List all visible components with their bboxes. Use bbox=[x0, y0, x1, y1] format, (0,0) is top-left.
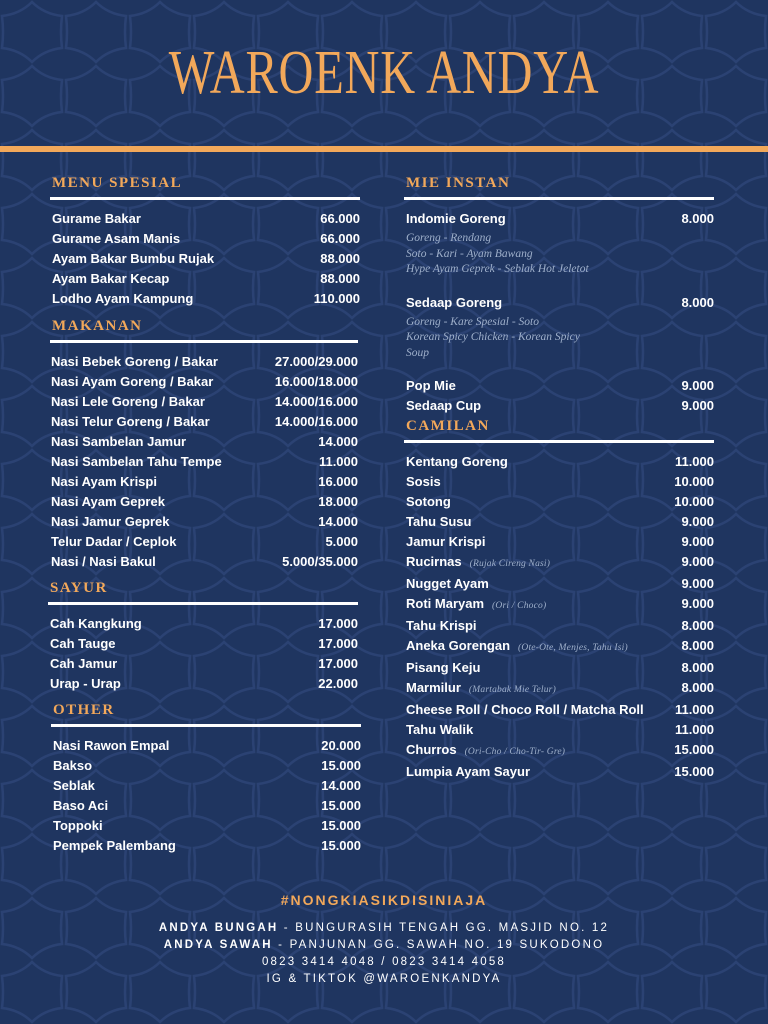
item-price: 27.000/29.000 bbox=[274, 354, 358, 369]
section-divider bbox=[50, 197, 360, 200]
menu-item bbox=[51, 352, 358, 372]
item-name: Nasi Rawon Empal bbox=[53, 738, 170, 753]
menu-item bbox=[51, 412, 358, 432]
address-block bbox=[0, 920, 768, 988]
item-price: 8.000 bbox=[681, 660, 714, 675]
item-price: 15.000 bbox=[674, 742, 714, 757]
menu-list bbox=[50, 209, 360, 309]
item-price: 110.000 bbox=[313, 291, 360, 306]
item-price: 9.000 bbox=[681, 514, 714, 529]
item-name: Ayam Bakar Kecap bbox=[52, 271, 170, 286]
item-price: 15.000 bbox=[321, 818, 361, 833]
item-name: Nasi Sambelan Jamur bbox=[51, 434, 187, 449]
item-note: (Ote-Ote, Menjes, Tahu Isi) bbox=[518, 643, 628, 653]
menu-item bbox=[406, 492, 714, 512]
item-label bbox=[51, 352, 218, 372]
variant-list bbox=[406, 315, 714, 362]
item-note: (Ori / Choco) bbox=[492, 601, 547, 611]
item-price: 88.000 bbox=[320, 271, 360, 286]
item-name: Cah Tauge bbox=[50, 636, 116, 651]
phone-numbers: 0823 3414 4048 / 0823 3414 4058 bbox=[261, 956, 507, 968]
branch-address: - PANJUNAN GG. SAWAH NO. 19 SUKODONO bbox=[272, 939, 605, 951]
menu-item bbox=[406, 512, 714, 532]
menu-item bbox=[50, 654, 358, 674]
item-label bbox=[50, 634, 116, 654]
item-name: Nugget Ayam bbox=[406, 576, 489, 591]
menu-item bbox=[406, 720, 714, 740]
item-name: Jamur Krispi bbox=[406, 534, 486, 549]
section-other bbox=[51, 699, 361, 856]
item-name: Rucirnas bbox=[406, 554, 462, 569]
item-price: 20.000 bbox=[321, 738, 361, 753]
item-name: Roti Maryam bbox=[406, 596, 485, 611]
item-price: 5.000 bbox=[325, 534, 358, 549]
menu-item bbox=[406, 452, 714, 472]
variant-line: Korean Spicy Chicken - Korean Spicy bbox=[406, 331, 580, 343]
item-price: 11.000 bbox=[674, 702, 714, 717]
section-divider bbox=[404, 440, 714, 443]
item-price: 11.000 bbox=[674, 722, 714, 737]
menu-item bbox=[51, 532, 358, 552]
item-label bbox=[52, 289, 193, 309]
item-label bbox=[406, 740, 565, 762]
item-price: 16.000 bbox=[318, 474, 358, 489]
section-divider bbox=[51, 724, 361, 727]
item-label bbox=[406, 594, 546, 616]
menu-item bbox=[51, 432, 358, 452]
item-label bbox=[406, 574, 489, 594]
menu-item bbox=[51, 472, 358, 492]
item-name: Nasi Ayam Goreng / Bakar bbox=[51, 374, 214, 389]
section-heading: SAYUR bbox=[50, 580, 108, 596]
item-price: 18.000 bbox=[318, 494, 358, 509]
menu-list bbox=[404, 209, 714, 416]
menu-item bbox=[406, 762, 714, 782]
item-label bbox=[50, 674, 121, 694]
item-label bbox=[53, 776, 95, 796]
branch-name: ANDYA SAWAH bbox=[163, 939, 273, 951]
item-price: 14.000 bbox=[321, 778, 361, 793]
item-price: 9.000 bbox=[681, 378, 714, 393]
item-price: 16.000/18.000 bbox=[274, 374, 358, 389]
item-label bbox=[406, 700, 644, 720]
item-label bbox=[406, 376, 456, 396]
social-handle: IG & TIKTOK @WAROENKANDYA bbox=[266, 973, 502, 985]
menu-item bbox=[406, 209, 714, 229]
item-price: 14.000/16.000 bbox=[274, 414, 358, 429]
item-name: Gurame Asam Manis bbox=[52, 231, 181, 246]
branch-address: - BUNGURASIH TENGAH GG. MASJID NO. 12 bbox=[278, 922, 610, 934]
item-name: Nasi Sambelan Tahu Tempe bbox=[51, 454, 222, 469]
item-price: 15.000 bbox=[321, 798, 361, 813]
menu-list bbox=[51, 736, 361, 856]
menu-item bbox=[53, 816, 361, 836]
item-label bbox=[51, 452, 222, 472]
menu-item bbox=[51, 552, 358, 572]
item-price: 10.000 bbox=[674, 494, 714, 509]
item-price: 22.000 bbox=[318, 676, 358, 691]
item-price: 11.000 bbox=[318, 454, 358, 469]
section-heading: CAMILAN bbox=[406, 418, 490, 434]
item-name: Nasi / Nasi Bakul bbox=[51, 554, 156, 569]
menu-item bbox=[406, 678, 714, 700]
title-divider bbox=[0, 146, 768, 152]
item-price: 8.000 bbox=[681, 638, 714, 653]
item-name: Nasi Jamur Geprek bbox=[51, 514, 170, 529]
item-name: Cah Jamur bbox=[50, 656, 118, 671]
item-name: Gurame Bakar bbox=[52, 211, 141, 226]
item-note: (Martabak Mie Telur) bbox=[468, 685, 556, 695]
item-name: Lumpia Ayam Sayur bbox=[406, 764, 531, 779]
item-name: Nasi Bebek Goreng / Bakar bbox=[51, 354, 218, 369]
item-name: Urap - Urap bbox=[50, 676, 121, 691]
menu-list bbox=[50, 352, 358, 572]
item-price: 14.000/16.000 bbox=[274, 394, 358, 409]
hashtag: #NONGKIASIKDISINIAJA bbox=[280, 892, 488, 908]
branch-name: ANDYA BUNGAH bbox=[158, 922, 279, 934]
item-price: 9.000 bbox=[681, 554, 714, 569]
item-price: 88.000 bbox=[320, 251, 360, 266]
menu-item bbox=[51, 512, 358, 532]
item-label bbox=[53, 756, 92, 776]
variant-line: Goreng - Kare Spesial - Soto bbox=[406, 315, 539, 328]
item-label bbox=[406, 532, 485, 552]
item-label bbox=[53, 796, 108, 816]
item-name: Cheese Roll / Choco Roll / Matcha Roll bbox=[406, 702, 644, 717]
item-price: 15.000 bbox=[674, 764, 714, 779]
item-label bbox=[53, 736, 169, 756]
section-heading: MIE INSTAN bbox=[406, 175, 511, 191]
menu-item bbox=[52, 209, 360, 229]
item-name: Lodho Ayam Kampung bbox=[52, 291, 194, 306]
item-name: Nasi Lele Goreng / Bakar bbox=[51, 394, 205, 409]
item-name: Tahu Walik bbox=[406, 722, 474, 737]
menu-item bbox=[406, 552, 714, 574]
item-label bbox=[52, 249, 214, 269]
item-label bbox=[406, 616, 477, 636]
menu-item bbox=[52, 249, 360, 269]
item-price: 8.000 bbox=[681, 680, 714, 695]
item-name: Nasi Telur Goreng / Bakar bbox=[51, 414, 210, 429]
item-name: Telur Dadar / Ceplok bbox=[51, 534, 177, 549]
item-name: Tahu Krispi bbox=[406, 618, 477, 633]
menu-item bbox=[406, 616, 714, 636]
section-mie-instan bbox=[404, 172, 714, 416]
item-price: 9.000 bbox=[681, 398, 714, 413]
item-price: 8.000 bbox=[681, 294, 714, 310]
item-label bbox=[52, 209, 141, 229]
menu-item bbox=[406, 574, 714, 594]
item-label bbox=[406, 720, 473, 740]
section-makanan bbox=[50, 315, 358, 572]
menu-item bbox=[52, 269, 360, 289]
item-name: Nasi Ayam Krispi bbox=[51, 474, 157, 489]
item-name: Pisang Keju bbox=[406, 660, 481, 675]
menu-item bbox=[406, 658, 714, 678]
item-price: 66.000 bbox=[320, 211, 360, 226]
item-name: Sedaap Cup bbox=[406, 398, 482, 413]
item-name: Kentang Goreng bbox=[406, 454, 508, 469]
item-name: Baso Aci bbox=[53, 798, 109, 813]
item-price: 8.000 bbox=[681, 211, 714, 226]
item-name: Tahu Susu bbox=[406, 514, 472, 529]
item-name: Indomie Goreng bbox=[406, 211, 506, 226]
menu-item bbox=[406, 594, 714, 616]
item-label bbox=[406, 678, 556, 700]
menu-item bbox=[406, 472, 714, 492]
item-label bbox=[51, 372, 213, 392]
menu-item bbox=[51, 392, 358, 412]
branch-line bbox=[0, 937, 768, 954]
item-name: Sosis bbox=[406, 474, 441, 489]
item-label bbox=[51, 432, 186, 452]
item-label bbox=[52, 269, 169, 289]
item-label bbox=[406, 762, 530, 782]
item-label bbox=[53, 836, 176, 856]
item-price: 17.000 bbox=[318, 636, 358, 651]
item-label bbox=[406, 552, 550, 574]
item-label bbox=[406, 636, 628, 658]
menu-item bbox=[406, 740, 714, 762]
section-camilan bbox=[404, 415, 714, 782]
menu-item bbox=[53, 836, 361, 856]
menu-item bbox=[50, 634, 358, 654]
section-heading: OTHER bbox=[53, 702, 115, 718]
item-price: 9.000 bbox=[681, 596, 714, 611]
item-label bbox=[406, 452, 508, 472]
item-price: 17.000 bbox=[318, 656, 358, 671]
menu-item bbox=[406, 293, 714, 313]
item-price: 10.000 bbox=[674, 474, 714, 489]
item-label bbox=[406, 396, 481, 416]
menu-item bbox=[52, 229, 360, 249]
item-label bbox=[406, 472, 441, 492]
item-price: 14.000 bbox=[318, 514, 358, 529]
section-sayur bbox=[48, 577, 358, 694]
branch-line bbox=[0, 920, 768, 937]
variant-list bbox=[406, 231, 714, 278]
menu-item bbox=[406, 532, 714, 552]
menu-item bbox=[53, 756, 361, 776]
menu-item bbox=[51, 452, 358, 472]
item-label bbox=[51, 552, 156, 572]
item-label bbox=[406, 492, 451, 512]
menu-item bbox=[51, 492, 358, 512]
item-label bbox=[51, 392, 205, 412]
item-name: Sotong bbox=[406, 494, 451, 509]
item-label bbox=[50, 614, 142, 634]
menu-item bbox=[50, 614, 358, 634]
item-label bbox=[52, 229, 180, 249]
item-name: Seblak bbox=[53, 778, 95, 793]
variant-line: Goreng - Rendang bbox=[406, 232, 492, 244]
item-name: Nasi Ayam Geprek bbox=[51, 494, 165, 509]
menu-list bbox=[404, 452, 714, 782]
menu-item bbox=[53, 776, 361, 796]
menu-item bbox=[406, 700, 714, 720]
item-name: Pop Mie bbox=[406, 378, 456, 393]
menu-item bbox=[51, 372, 358, 392]
menu-item bbox=[406, 636, 714, 658]
menu-list bbox=[48, 614, 358, 694]
variant-line: Soto - Kari - Ayam Bawang bbox=[406, 247, 533, 260]
item-label bbox=[51, 512, 170, 532]
item-price: 9.000 bbox=[681, 576, 714, 591]
item-price: 66.000 bbox=[320, 231, 360, 246]
item-price: 17.000 bbox=[318, 616, 358, 631]
menu-list bbox=[406, 376, 714, 416]
menu-item bbox=[53, 796, 361, 816]
item-name: Toppoki bbox=[53, 818, 103, 833]
item-price: 15.000 bbox=[321, 838, 361, 853]
item-name: Cah Kangkung bbox=[50, 616, 142, 631]
item-price: 11.000 bbox=[674, 454, 714, 469]
section-divider bbox=[48, 602, 358, 605]
menu-item bbox=[52, 289, 360, 309]
item-price: 15.000 bbox=[321, 758, 361, 773]
item-label bbox=[53, 816, 103, 836]
section-divider bbox=[404, 197, 714, 200]
item-label bbox=[51, 532, 176, 552]
item-name: Aneka Gorengan bbox=[406, 638, 511, 653]
item-price: 5.000/35.000 bbox=[282, 554, 358, 569]
item-name: Marmilur bbox=[406, 680, 461, 695]
item-note: (Rujak Cireng Nasi) bbox=[469, 559, 551, 569]
item-price: 8.000 bbox=[681, 618, 714, 633]
section-heading: MENU SPESIAL bbox=[52, 175, 183, 191]
item-price: 14.000 bbox=[318, 434, 358, 449]
item-label bbox=[51, 472, 157, 492]
section-heading: MAKANAN bbox=[52, 318, 143, 334]
variant-line: Soup bbox=[406, 346, 429, 359]
menu-item bbox=[406, 376, 714, 396]
menu-item bbox=[53, 736, 361, 756]
item-name: Sedaap Goreng bbox=[406, 294, 503, 310]
item-label bbox=[51, 412, 210, 432]
item-label bbox=[406, 658, 480, 678]
item-label bbox=[406, 512, 471, 532]
item-label bbox=[50, 654, 117, 674]
section-menu-spesial bbox=[50, 172, 360, 309]
variant-line: Hype Ayam Geprek - Seblak Hot Jeletot bbox=[406, 263, 589, 275]
item-name: Pempek Palembang bbox=[53, 838, 176, 853]
item-price: 9.000 bbox=[681, 534, 714, 549]
item-name: Churros bbox=[406, 742, 457, 757]
item-label bbox=[51, 492, 165, 512]
item-name: Ayam Bakar Bumbu Rujak bbox=[52, 251, 215, 266]
item-name: Bakso bbox=[53, 758, 93, 773]
menu-item bbox=[406, 396, 714, 416]
menu-item bbox=[50, 674, 358, 694]
section-divider bbox=[50, 340, 358, 343]
item-note: (Ori-Cho / Cho-Tir- Gre) bbox=[464, 747, 566, 757]
restaurant-title: WAROENK ANDYA bbox=[168, 39, 600, 107]
